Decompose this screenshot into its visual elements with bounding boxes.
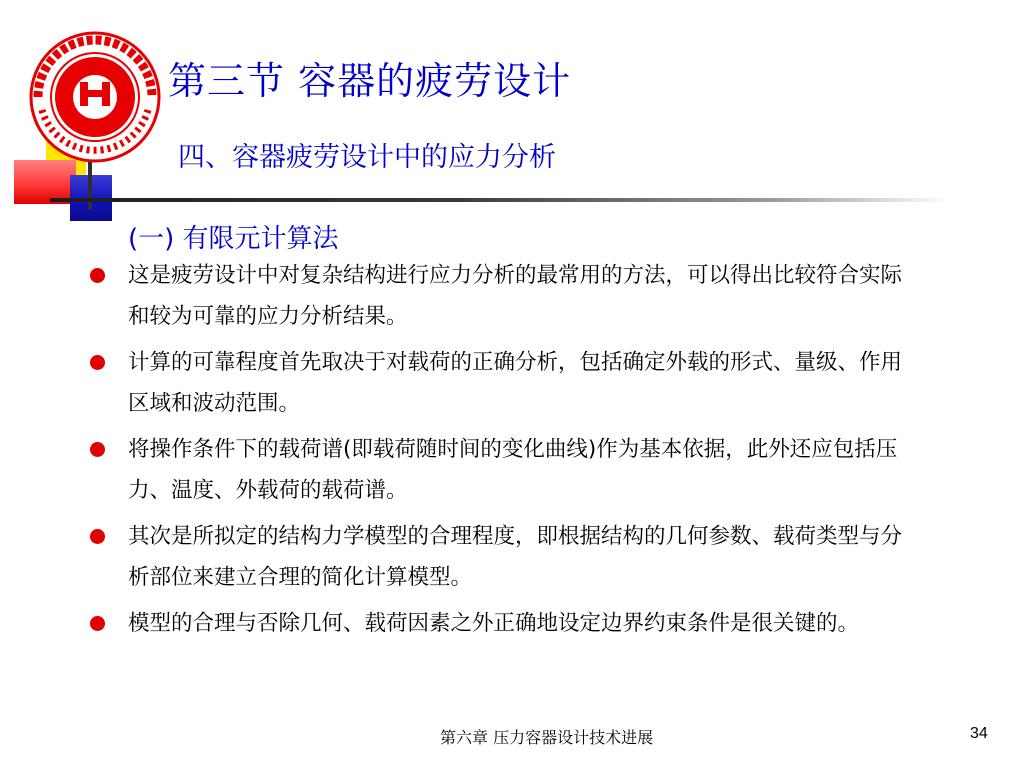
page-number: 34 [970,725,988,742]
bullet-dot-icon [90,529,105,544]
title-underline [50,198,950,202]
bullet-text: 将操作条件下的载荷谱(即载荷随时间的变化曲线)作为基本依据，此外还应包括压力、温度、外载荷的载荷谱。 [128,437,898,503]
bullet-list [88,255,908,649]
bullet-text: 模型的合理与否除几何、载荷因素之外正确地设定边界约束条件是很关键的。 [128,611,860,636]
bullet-dot-icon [90,355,105,370]
bullet-dot-icon [90,442,105,457]
bullet-dot-icon [90,616,105,631]
slide-title: 第三节 容器的疲劳设计 [168,59,572,103]
bullet-text: 这是疲劳设计中对复杂结构进行应力分析的最常用的方法，可以得出比较符合实际和较为可靠的应力分析结果。 [128,263,903,329]
bullet-dot-icon [90,268,105,283]
bullet-item [88,255,908,337]
bullet-item [88,342,908,424]
university-logo [28,30,162,164]
bullet-item [88,429,908,511]
footer-chapter-title: 第六章 压力容器设计技术进展 [440,728,654,747]
slide-subtitle: 四、容器疲劳设计中的应力分析 [178,142,556,173]
bullet-text: 其次是所拟定的结构力学模型的合理程度，即根据结构的几何参数、载荷类型与分析部位来建立合理的简化计算模型。 [128,524,903,590]
bullet-item [88,516,908,598]
bullet-text: 计算的可靠程度首先取决于对载荷的正确分析，包括确定外载的形式、量级、作用区域和波动范围。 [128,350,903,416]
bullet-item [88,603,908,644]
section-heading: (一) 有限元计算法 [128,224,339,254]
